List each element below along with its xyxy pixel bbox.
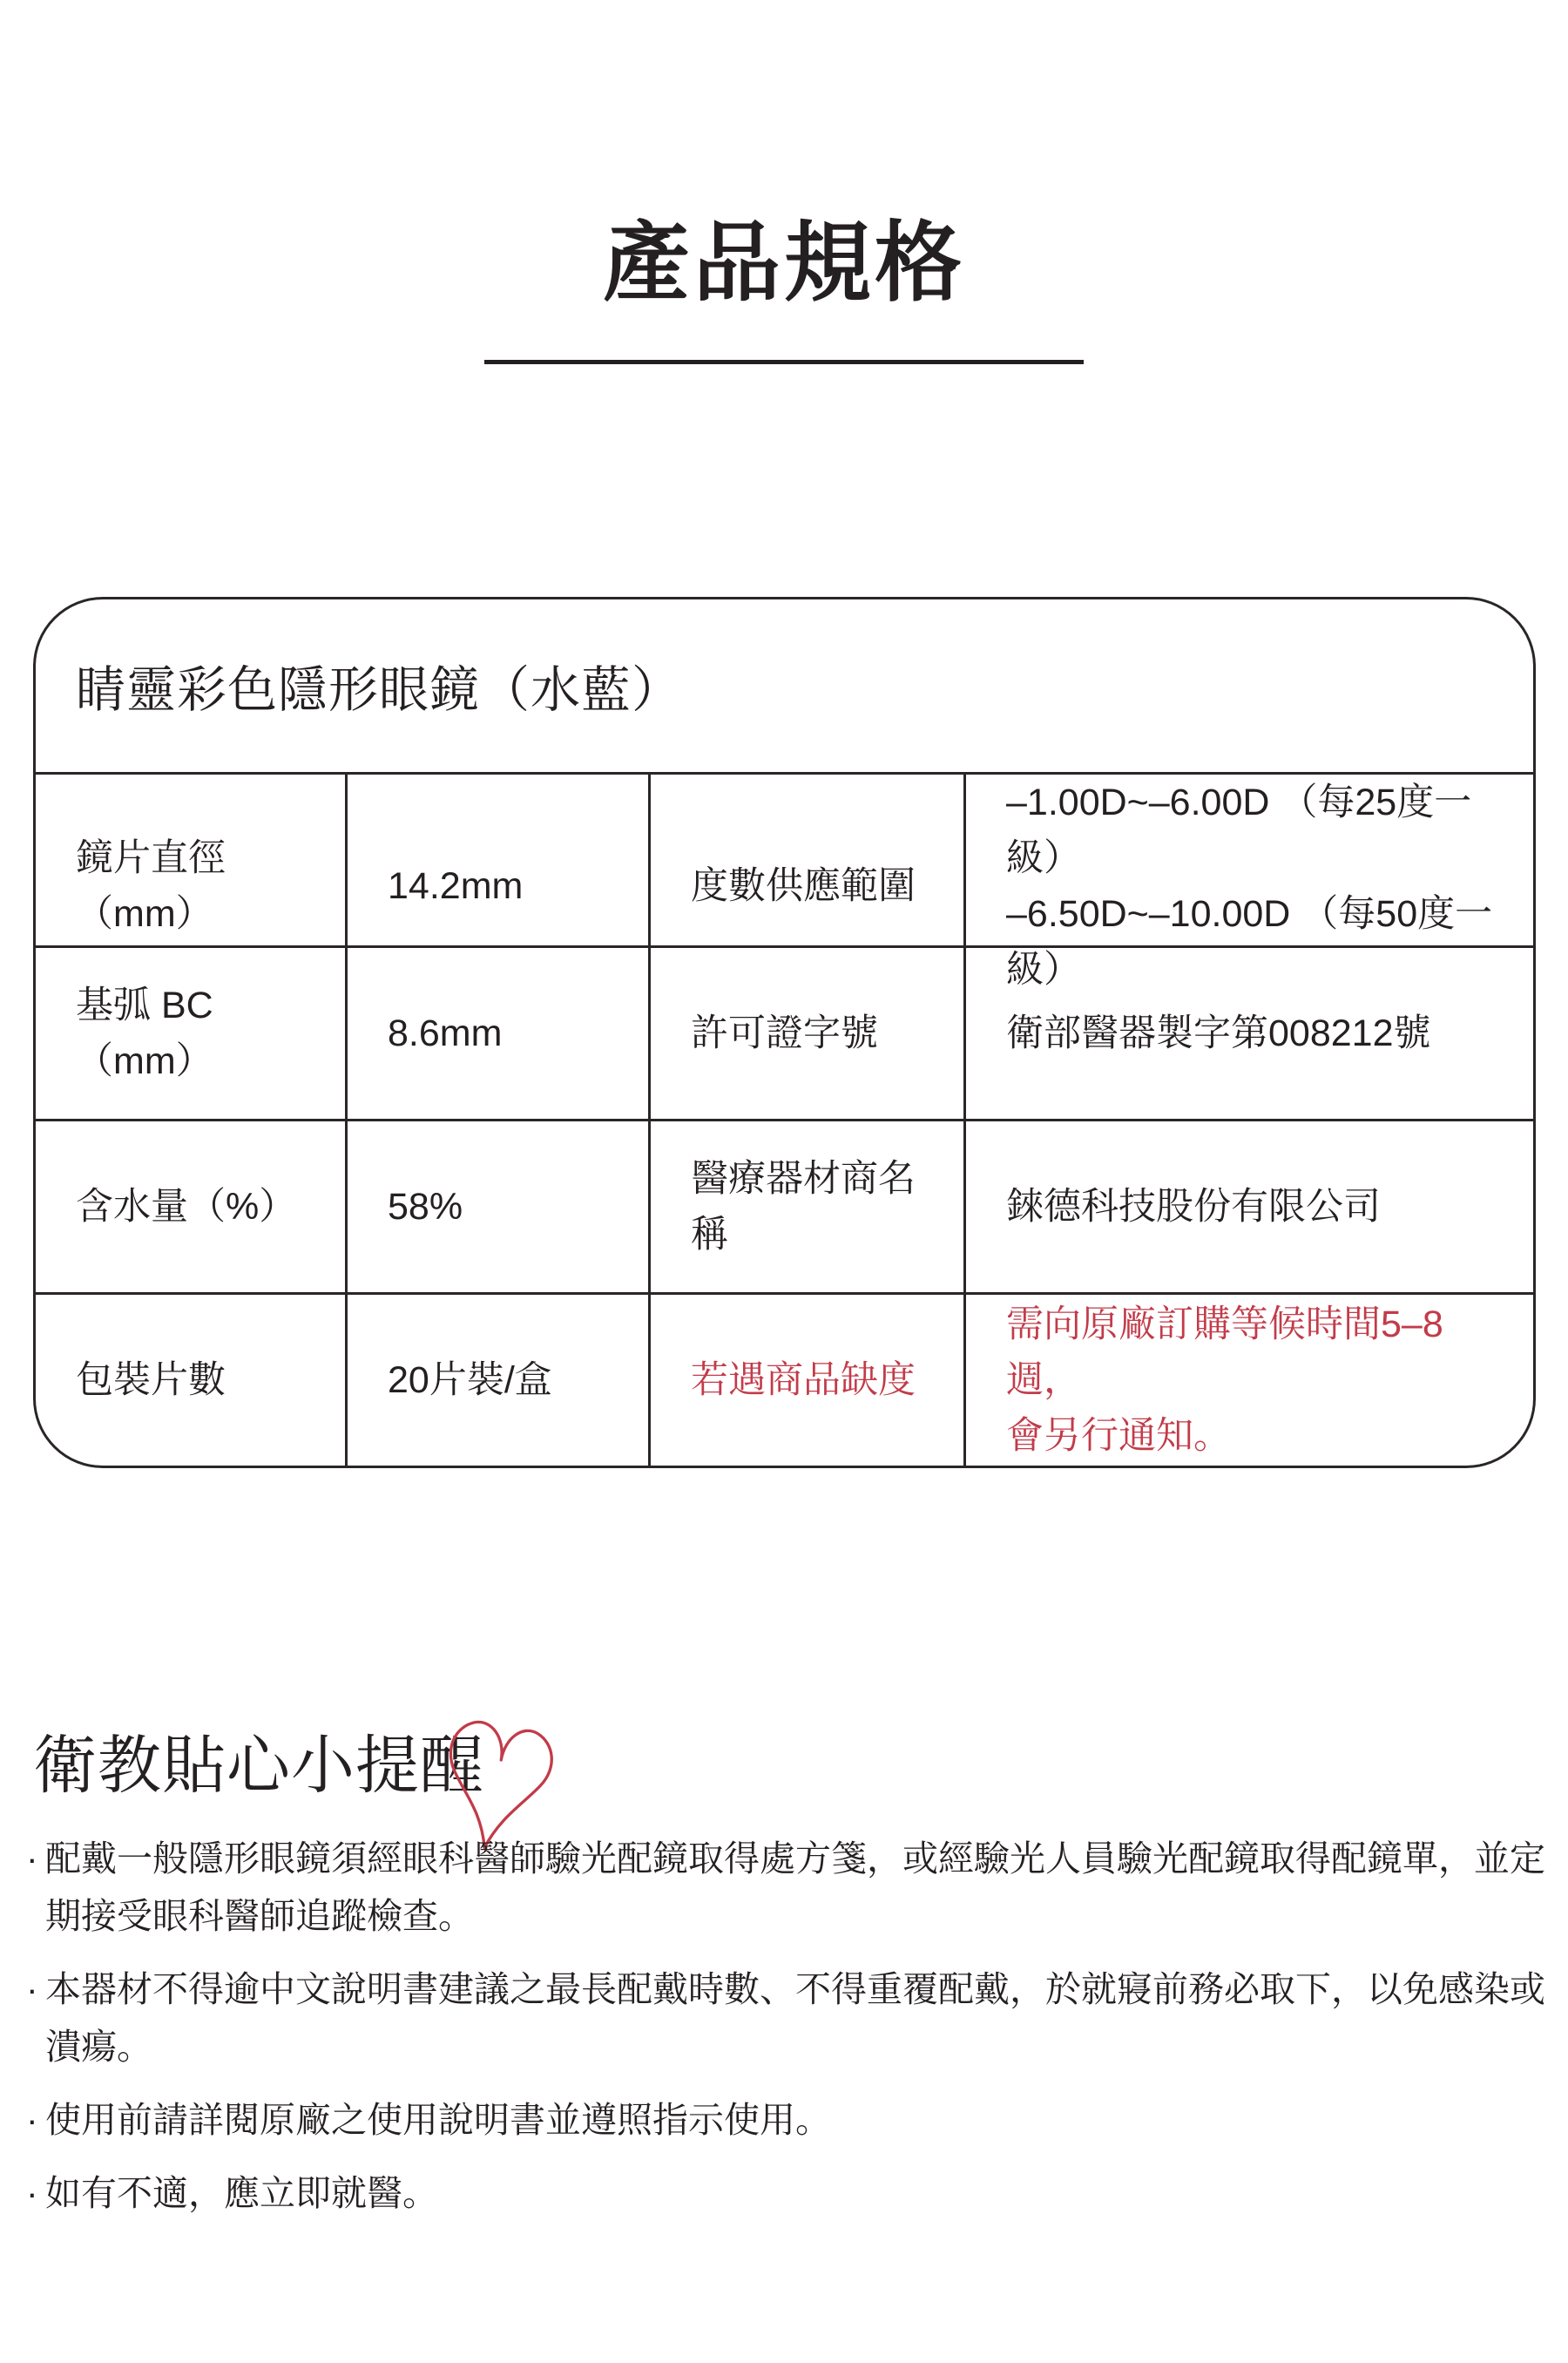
table-row (36, 945, 1533, 1119)
table-row (36, 1292, 1533, 1466)
cell-label: 鏡片直徑（mm） (36, 775, 348, 998)
list-item (26, 2091, 1552, 2149)
bullet-text: 配戴一般隱形眼鏡須經眼科醫師驗光配鏡取得處方箋，或經驗光人員驗光配鏡取得配鏡單，並定期接受眼科醫師追蹤檢查。 (45, 1838, 1545, 1936)
bullet-text: 使用前請詳閱原廠之使用說明書並遵照指示使用。 (45, 2100, 831, 2140)
cell-value: 58% (348, 1121, 651, 1292)
cell-label: 基弧 BC（mm） (36, 948, 348, 1119)
product-name: 睛靈彩色隱形眼鏡（水藍） (36, 599, 1533, 775)
bullet-dot-icon: · (26, 1838, 38, 1879)
reminder-bullets (26, 1830, 1552, 2238)
spec-table (33, 597, 1536, 1468)
cell-value-line: 需向原廠訂購等候時間5–8週， (1006, 1303, 1443, 1401)
cell-value-line: 衛部醫器製字第008212號 (1006, 1012, 1431, 1054)
cell-label: 許可證字號 (651, 948, 966, 1119)
list-item (26, 1830, 1552, 1945)
table-row (36, 1119, 1533, 1292)
cell-value-line: 會另行通知。 (1006, 1415, 1231, 1457)
list-item (26, 1960, 1552, 2075)
table-row (36, 775, 1533, 991)
cell-value-line: 錸德科技股份有限公司 (1006, 1186, 1381, 1228)
list-item (26, 2164, 1552, 2222)
cell-value: 8.6mm (348, 948, 651, 1119)
cell-value (966, 948, 1533, 1119)
title-underline (484, 360, 1084, 364)
bullet-text: 如有不適，應立即就醫。 (45, 2173, 438, 2213)
cell-value: 14.2mm (348, 775, 651, 998)
cell-label-highlight: 若遇商品缺度 (651, 1295, 966, 1466)
bullet-dot-icon: · (26, 2173, 38, 2213)
cell-label: 度數供應範圍 (651, 775, 966, 998)
bullet-dot-icon: · (26, 1969, 38, 2009)
cell-value-highlight (966, 1295, 1533, 1466)
cell-label: 包裝片數 (36, 1295, 348, 1466)
reminder-heading: 衛教貼心小提醒 (33, 1730, 484, 1801)
cell-label: 醫療器材商名稱 (651, 1121, 966, 1292)
page-title: 產品規格 (603, 214, 965, 312)
bullet-dot-icon: · (26, 2100, 38, 2140)
cell-value-line: –6.50D~–10.00D （每50度一級） (1006, 893, 1493, 991)
cell-value (966, 1121, 1533, 1292)
cell-label: 含水量（%） (36, 1121, 348, 1292)
cell-value: 20片裝/盒 (348, 1295, 651, 1466)
cell-value-line: –1.00D~–6.00D （每25度一級） (1006, 782, 1472, 879)
bullet-text: 本器材不得逾中文說明書建議之最長配戴時數、不得重覆配戴，於就寢前務必取下，以免感染或潰瘍。 (45, 1969, 1545, 2067)
